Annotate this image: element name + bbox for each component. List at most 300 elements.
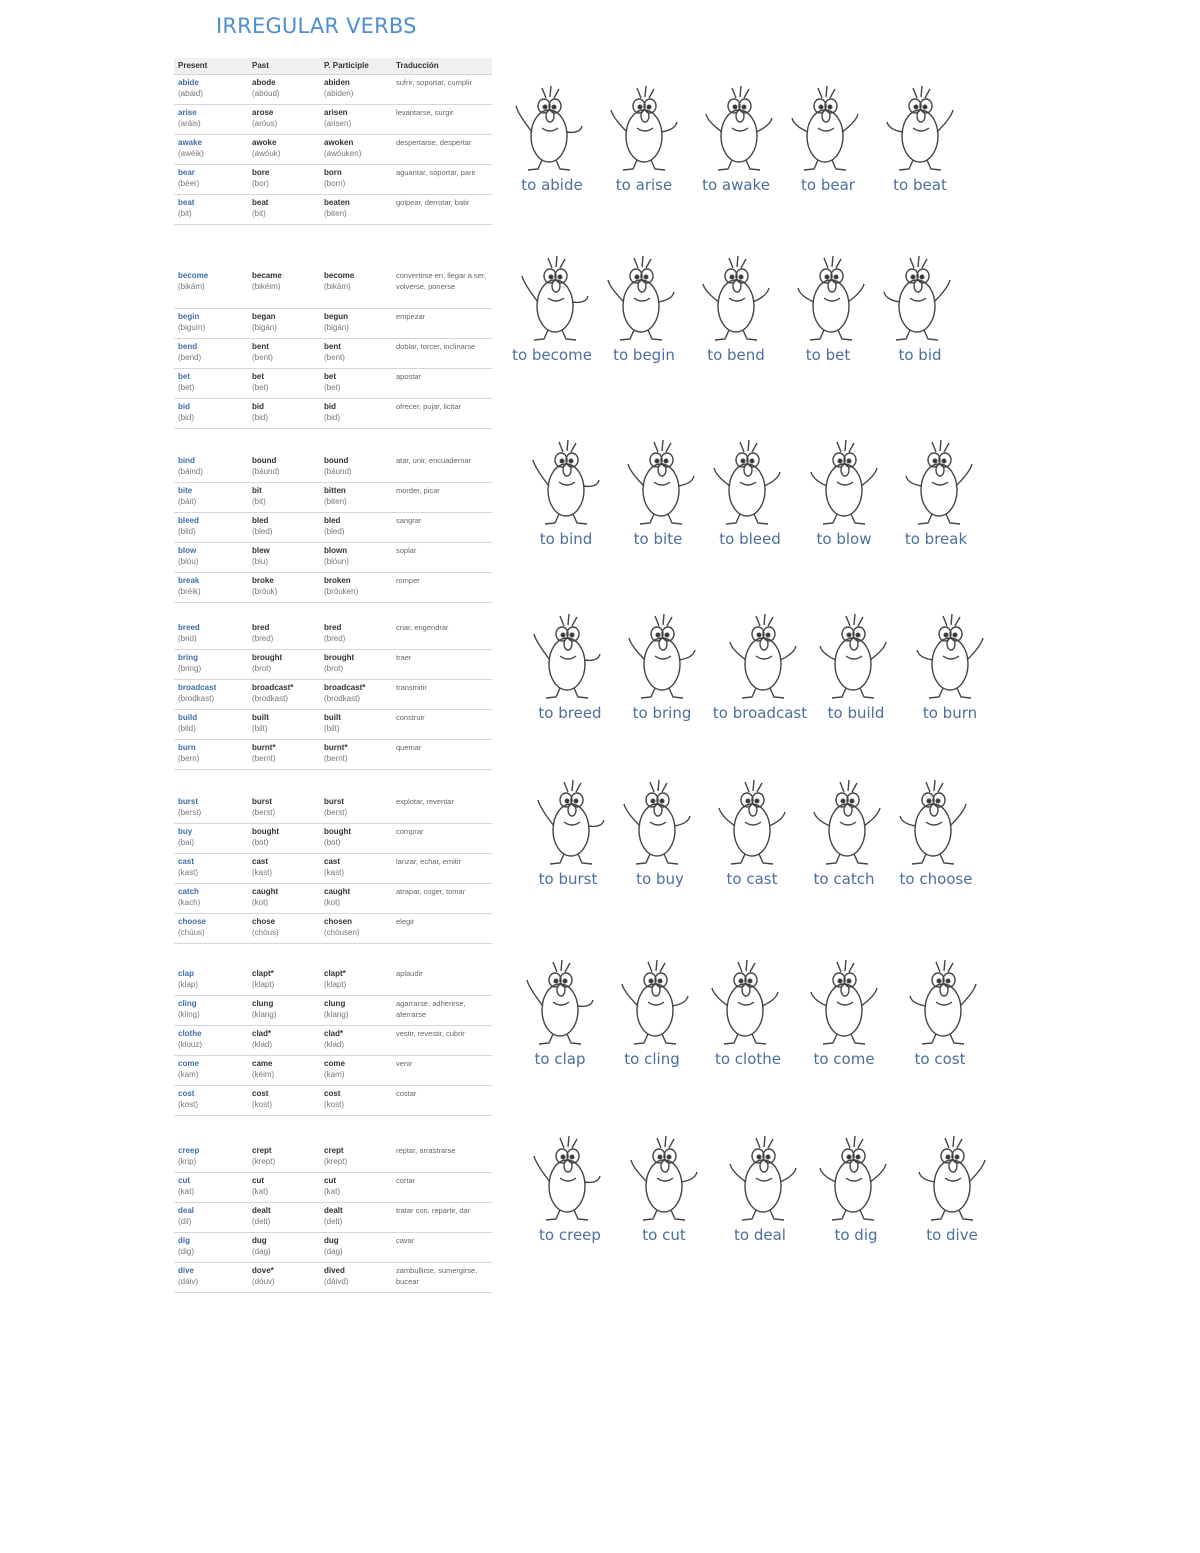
verb-cell [178, 652, 248, 674]
translation: atrapar, coger, tomar [396, 887, 466, 896]
verb-row [174, 543, 492, 573]
translation: atar, unir, encuadernar [396, 456, 472, 465]
verb-illustration [780, 78, 876, 194]
verb-cell [178, 77, 248, 99]
verb-form: dealt [252, 1206, 271, 1215]
verb-illustration [796, 772, 892, 888]
verb-cell [324, 77, 396, 99]
verb-cell [324, 485, 396, 507]
verb-form: cast [324, 857, 341, 866]
pronunciation: (awóuken) [324, 149, 362, 158]
cartoon-illustration [877, 78, 963, 174]
verb-cell [252, 515, 322, 537]
verb-form: bend [178, 342, 198, 351]
column-header: Past [252, 61, 269, 70]
verb-form: burnt* [252, 743, 276, 752]
verb-illustration [504, 248, 600, 364]
verb-cell [252, 796, 322, 818]
pronunciation: (abiden) [324, 89, 354, 98]
cartoon-illustration [813, 606, 899, 702]
verb-cell [324, 167, 396, 189]
pronunciation: (kling) [178, 1010, 200, 1019]
verb-row [174, 680, 492, 710]
verb-illustration [504, 78, 600, 194]
verb-form: break [178, 576, 200, 585]
pronunciation: (bor) [252, 179, 269, 188]
verb-form: clap [178, 969, 195, 978]
verb-cell [324, 682, 396, 704]
cartoon-illustration [801, 432, 887, 528]
verb-caption: to break [904, 530, 968, 548]
verb-cell [324, 1205, 396, 1227]
cartoon-illustration [693, 248, 779, 344]
verb-caption: to cast [726, 870, 778, 888]
pronunciation: (klad) [324, 1040, 345, 1049]
cartoon-illustration [897, 952, 983, 1048]
verb-cell [178, 137, 248, 159]
verb-form: bought [324, 827, 352, 836]
cartoon-illustration [609, 952, 695, 1048]
verb-cell [324, 742, 396, 764]
pronunciation: (dáiv) [178, 1277, 199, 1286]
verb-cell [178, 1265, 248, 1287]
pronunciation: (bikám) [324, 282, 351, 291]
translation: quemar [396, 743, 422, 752]
verb-row [174, 513, 492, 543]
verb-cell [178, 455, 248, 477]
verb-illustration [704, 772, 800, 888]
verb-form: become [324, 271, 355, 280]
verb-row [174, 1263, 492, 1293]
verb-caption: to become [512, 346, 592, 364]
verb-form: bled [324, 516, 341, 525]
verb-caption: to creep [539, 1226, 601, 1244]
translation: cortar [396, 1176, 416, 1185]
verb-caption: to deal [734, 1226, 786, 1244]
translation: soplar [396, 546, 417, 555]
pronunciation: (blu) [252, 557, 269, 566]
verb-form: dealt [324, 1206, 343, 1215]
verb-cell [252, 1145, 322, 1167]
verb-row [174, 1056, 492, 1086]
verb-cell [178, 712, 248, 734]
translation: cavar [396, 1236, 415, 1245]
verb-cell [252, 401, 322, 423]
verb-form: awoken [324, 138, 354, 147]
verb-form: cost [252, 1089, 269, 1098]
pronunciation: (bet) [178, 383, 195, 392]
verb-caption: to burst [538, 870, 598, 888]
verb-illustration [612, 772, 708, 888]
pronunciation: (aráis) [178, 119, 201, 128]
verb-cell [252, 856, 322, 878]
verb-illustration [520, 772, 616, 888]
pronunciation: (klad) [252, 1040, 273, 1049]
verb-row [174, 650, 492, 680]
verb-form: bound [252, 456, 277, 465]
verb-row [174, 1026, 492, 1056]
verb-form: come [178, 1059, 199, 1068]
verb-illustration [518, 432, 614, 548]
verb-cell [252, 742, 322, 764]
cartoon-illustration [707, 432, 793, 528]
verb-cell [324, 270, 396, 292]
verb-form: dug [324, 1236, 339, 1245]
verb-form: crept [252, 1146, 272, 1155]
verb-cell [252, 371, 322, 393]
verb-cell [324, 311, 396, 333]
verb-cell [252, 311, 322, 333]
pronunciation: (kast) [324, 868, 344, 877]
verb-cell [324, 916, 396, 938]
verb-cell [252, 270, 322, 292]
verb-cell [324, 856, 396, 878]
pronunciation: (bróuk) [252, 587, 278, 596]
verb-caption: to bear [801, 176, 855, 194]
cartoon-illustration [601, 248, 687, 344]
verb-illustration [796, 432, 892, 548]
verb-caption: to beat [893, 176, 947, 194]
verb-form: bring [178, 653, 198, 662]
translation: costar [396, 1089, 417, 1098]
verb-cell [324, 826, 396, 848]
column-header: P. Participle [324, 61, 369, 70]
verb-caption: to blow [816, 530, 872, 548]
verb-cell [178, 371, 248, 393]
verb-form: begin [178, 312, 200, 321]
verb-form: caught [252, 887, 279, 896]
pronunciation: (bern) [178, 754, 200, 763]
verb-form: dive [178, 1266, 195, 1275]
page-title: IRREGULAR VERBS [216, 14, 417, 38]
verb-cell [324, 968, 396, 990]
translation: levantarse, surgir [396, 108, 454, 117]
verb-table-group [174, 453, 492, 603]
translation: vestir, revestir, cubrir [396, 1029, 465, 1038]
verb-cell [178, 622, 248, 644]
verb-row [174, 1233, 492, 1263]
verb-form: bore [252, 168, 270, 177]
verb-caption: to bet [805, 346, 851, 364]
cartoon-illustration [527, 606, 613, 702]
pronunciation: (báind) [178, 467, 203, 476]
verb-cell [178, 796, 248, 818]
pronunciation: (báit) [178, 497, 197, 506]
pronunciation: (biten) [324, 209, 347, 218]
verb-cell [252, 1205, 322, 1227]
cartoon-illustration [907, 606, 993, 702]
pronunciation: (bid) [324, 413, 341, 422]
verb-caption: to bind [539, 530, 593, 548]
verb-form: broadcast* [252, 683, 294, 692]
verb-cell [324, 652, 396, 674]
verb-cell [178, 197, 248, 219]
pronunciation: (kam) [324, 1070, 345, 1079]
verb-table-group [174, 268, 492, 429]
verb-form: blow [178, 546, 197, 555]
verb-caption: to abide [521, 176, 583, 194]
verb-form: buy [178, 827, 193, 836]
verb-illustration [688, 78, 784, 194]
verb-form: bent [324, 342, 341, 351]
cartoon-illustration [893, 772, 979, 868]
pronunciation: (blóun) [324, 557, 349, 566]
verb-row [174, 1143, 492, 1173]
verb-cell [178, 998, 248, 1020]
pronunciation: (bot) [252, 838, 269, 847]
verb-form: clung [324, 999, 346, 1008]
verb-row [174, 996, 492, 1026]
verb-cell [324, 1235, 396, 1257]
pronunciation: (born) [324, 179, 346, 188]
verb-illustration [872, 248, 968, 364]
pronunciation: (brodkast) [178, 694, 215, 703]
verb-form: cling [178, 999, 197, 1008]
verb-form: broadcast* [324, 683, 366, 692]
verb-cell [178, 1088, 248, 1110]
pronunciation: (bróuken) [324, 587, 359, 596]
verb-row [174, 740, 492, 770]
pronunciation: (krept) [252, 1157, 276, 1166]
pronunciation: (brot) [324, 664, 344, 673]
verb-cell [324, 1265, 396, 1287]
verb-illustration [596, 78, 692, 194]
verb-cell [252, 455, 322, 477]
verb-form: built [252, 713, 269, 722]
pronunciation: (arisen) [324, 119, 352, 128]
verb-cell [178, 826, 248, 848]
verb-cell [324, 137, 396, 159]
verb-row [174, 483, 492, 513]
verb-cell [178, 1028, 248, 1050]
verb-row [174, 914, 492, 944]
verb-cell [252, 826, 322, 848]
translation: criar, engendrar [396, 623, 449, 632]
pronunciation: (kost) [252, 1100, 272, 1109]
verb-form: abode [252, 78, 276, 87]
pronunciation: (báund) [324, 467, 352, 476]
verb-form: bound [324, 456, 349, 465]
verb-illustration [712, 606, 808, 722]
pronunciation: (kat) [178, 1187, 194, 1196]
verb-illustration [712, 1128, 808, 1244]
pronunciation: (kast) [178, 868, 198, 877]
verb-row [174, 1203, 492, 1233]
verb-caption: to bite [633, 530, 683, 548]
pronunciation: (dóuv) [252, 1277, 275, 1286]
verb-form: clung [252, 999, 274, 1008]
verb-cell [252, 545, 322, 567]
verb-form: cost [324, 1089, 341, 1098]
verb-form: cut [252, 1176, 264, 1185]
verb-cell [178, 341, 248, 363]
translation: venir [396, 1059, 413, 1068]
verb-cell [178, 886, 248, 908]
verb-form: born [324, 168, 342, 177]
cartoon-illustration [705, 952, 791, 1048]
verb-row [174, 573, 492, 603]
translation: zambullirse, sumergirse, bucear [396, 1266, 478, 1286]
pronunciation: (klap) [178, 980, 199, 989]
cartoon-illustration [615, 432, 701, 528]
verb-form: bet [178, 372, 190, 381]
pronunciation: (bigán) [252, 323, 277, 332]
verb-illustration [522, 1128, 618, 1244]
verb-illustration [512, 952, 608, 1068]
verb-form: brought [324, 653, 355, 662]
translation: golpear, derrotar, batir [396, 198, 470, 207]
verb-cell [252, 998, 322, 1020]
verb-cell [324, 712, 396, 734]
verb-illustration [796, 952, 892, 1068]
pronunciation: (bid) [252, 413, 269, 422]
verb-cell [324, 622, 396, 644]
verb-form: deal [178, 1206, 195, 1215]
verb-illustration [702, 432, 798, 548]
verb-form: cut [178, 1176, 190, 1185]
verb-caption: to dive [926, 1226, 978, 1244]
pronunciation: (chóusen) [324, 928, 360, 937]
translation: sufrir, soportar, cumplir [396, 78, 472, 87]
verb-form: abide [178, 78, 199, 87]
verb-form: cost [178, 1089, 195, 1098]
verb-row [174, 75, 492, 105]
verb-form: arise [178, 108, 197, 117]
verb-form: blew [252, 546, 270, 555]
verb-caption: to bend [707, 346, 765, 364]
verb-row [174, 399, 492, 429]
column-header: Present [178, 61, 208, 70]
pronunciation: (berst) [252, 808, 276, 817]
cartoon-illustration [717, 1128, 803, 1224]
cartoon-illustration [785, 78, 871, 174]
pronunciation: (bild) [178, 724, 196, 733]
verb-illustration [904, 1128, 1000, 1244]
verb-cell [178, 916, 248, 938]
verb-illustration [780, 248, 876, 364]
verb-cell [324, 197, 396, 219]
pronunciation: (bled) [252, 527, 273, 536]
verb-illustration [616, 1128, 712, 1244]
verb-form: become [178, 271, 209, 280]
pronunciation: (krip) [178, 1157, 197, 1166]
pronunciation: (berst) [178, 808, 202, 817]
verb-cell [252, 622, 322, 644]
verb-caption: to bid [898, 346, 942, 364]
pronunciation: (bernt) [252, 754, 276, 763]
verb-illustration [596, 248, 692, 364]
translation: construir [396, 713, 425, 722]
verb-row [174, 620, 492, 650]
translation: apostar [396, 372, 422, 381]
verb-form: dug [252, 1236, 267, 1245]
verb-illustration [888, 772, 984, 888]
verb-cell [178, 1058, 248, 1080]
pronunciation: (bred) [324, 634, 346, 643]
verb-form: begun [324, 312, 348, 321]
pronunciation: (abóud) [252, 89, 280, 98]
translation: comprar [396, 827, 424, 836]
verb-form: catch [178, 887, 199, 896]
verb-cell [178, 1235, 248, 1257]
pronunciation: (kot) [324, 898, 340, 907]
verb-form: bit [252, 486, 262, 495]
translation: morder, picar [396, 486, 440, 495]
verb-illustration [604, 952, 700, 1068]
verb-form: clapt* [324, 969, 346, 978]
verb-form: bid [252, 402, 264, 411]
verb-row [174, 453, 492, 483]
pronunciation: (dig) [178, 1247, 195, 1256]
verb-cell [324, 545, 396, 567]
cartoon-illustration [893, 432, 979, 528]
verb-table-group [174, 794, 492, 944]
verb-cell [324, 515, 396, 537]
verb-cell [324, 796, 396, 818]
pronunciation: (kat) [252, 1187, 268, 1196]
table-header [174, 58, 492, 75]
column-header: Traducción [396, 61, 439, 70]
verb-row [174, 1086, 492, 1116]
verb-caption: to bleed [719, 530, 781, 548]
verb-form: cut [324, 1176, 336, 1185]
verb-form: crept [324, 1146, 344, 1155]
verb-row [174, 710, 492, 740]
verb-table-group [174, 1143, 492, 1293]
pronunciation: (kast) [252, 868, 272, 877]
verb-form: clad* [252, 1029, 272, 1038]
verb-form: beaten [324, 198, 350, 207]
cartoon-illustration [601, 78, 687, 174]
pronunciation: (klang) [252, 1010, 277, 1019]
verb-cell [252, 916, 322, 938]
pronunciation: (brot) [252, 664, 272, 673]
verb-cell [252, 197, 322, 219]
pronunciation: (bit) [178, 209, 192, 218]
verb-form: bite [178, 486, 193, 495]
verb-form: cast [252, 857, 269, 866]
cartoon-illustration [621, 1128, 707, 1224]
verb-form: burst [324, 797, 344, 806]
verb-row [174, 1173, 492, 1203]
cartoon-illustration [617, 772, 703, 868]
verb-illustration [892, 952, 988, 1068]
cartoon-illustration [523, 432, 609, 528]
verb-caption: to burn [922, 704, 978, 722]
translation: traer [396, 653, 412, 662]
pronunciation: (biten) [324, 497, 347, 506]
verb-row [174, 165, 492, 195]
verb-cell [324, 998, 396, 1020]
verb-row [174, 369, 492, 399]
verb-form: build [178, 713, 198, 722]
verb-form: bitten [324, 486, 346, 495]
verb-form: creep [178, 1146, 200, 1155]
pronunciation: (kot) [252, 898, 268, 907]
verb-form: clothe [178, 1029, 202, 1038]
pronunciation: (kam) [178, 1070, 199, 1079]
verb-cell [178, 167, 248, 189]
verb-illustration [688, 248, 784, 364]
verb-caption: to cost [914, 1050, 966, 1068]
pronunciation: (klouz) [178, 1040, 203, 1049]
pronunciation: (kéim) [252, 1070, 275, 1079]
verb-caption: to dig [834, 1226, 878, 1244]
verb-cell [178, 311, 248, 333]
pronunciation: (klang) [324, 1010, 349, 1019]
pronunciation: (brodkast) [252, 694, 289, 703]
verb-form: dig [178, 1236, 190, 1245]
